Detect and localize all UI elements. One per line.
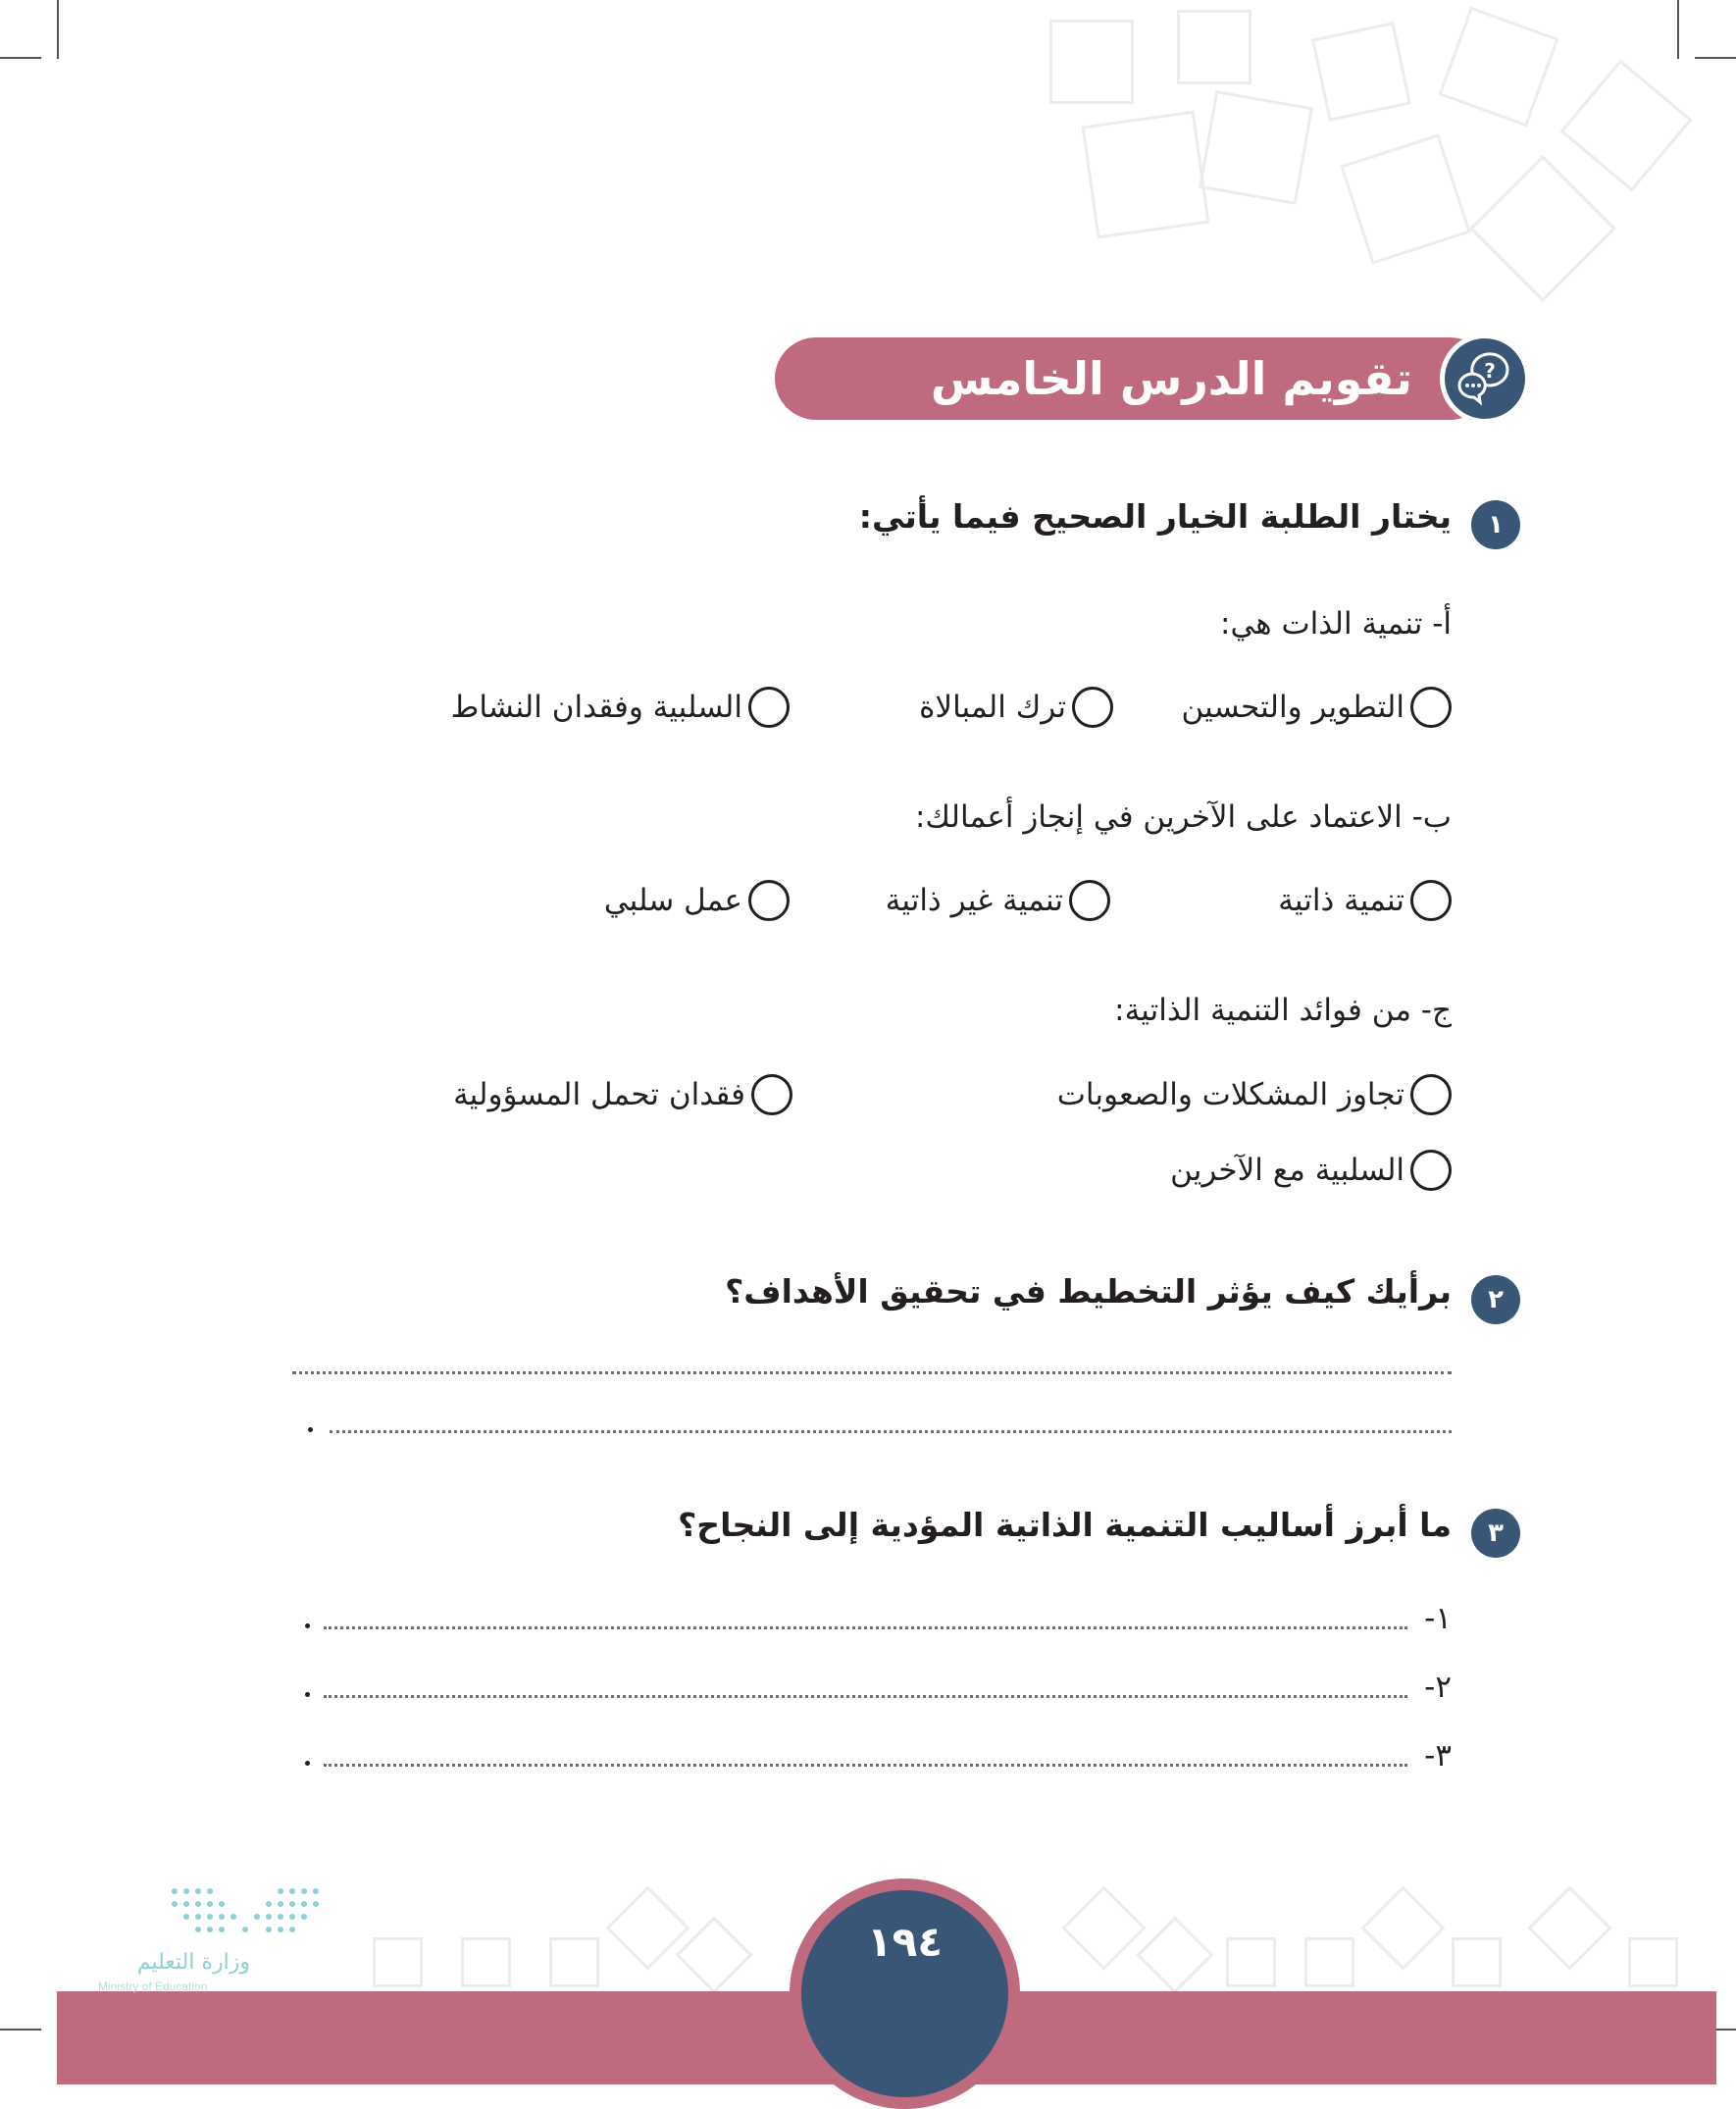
period-mark [305,1692,310,1697]
period-mark [308,1427,313,1432]
radio-button[interactable] [1410,1150,1452,1191]
option-c3[interactable] [1170,1150,1452,1191]
radio-button[interactable] [751,1074,792,1115]
option-label: ترك المبالاة [919,690,1066,725]
question-2-text: برأيك كيف يؤثر التخطيط في تحقيق الأهداف؟ [725,1272,1452,1311]
answer-line[interactable] [324,1626,1407,1629]
question-number-badge: ١ [1471,500,1520,549]
ministry-logo-text: وزارة التعليم [136,1950,250,1975]
option-c2[interactable] [453,1074,792,1115]
option-b3[interactable] [604,880,790,921]
answer-line[interactable] [324,1695,1407,1698]
radio-button[interactable] [748,880,790,921]
question-1-text: يختار الطلبة الخيار الصحيح فيما يأتي: [858,497,1452,536]
page-number: ١٩٤ [867,1918,943,1966]
radio-button[interactable] [1410,687,1452,728]
period-mark [305,1623,310,1628]
svg-text:?: ? [1484,359,1496,383]
option-b1[interactable] [1278,880,1452,921]
option-label: فقدان تحمل المسؤولية [453,1077,745,1112]
crop-mark [57,0,59,59]
radio-button[interactable] [1410,1074,1452,1115]
radio-button[interactable] [1410,880,1452,921]
page-title: تقويم الدرس الخامس والعشرين [930,352,1412,488]
answer-number: ٣- [1424,1738,1452,1774]
answer-line[interactable] [292,1371,1452,1374]
radio-button[interactable] [748,687,790,728]
ministry-logo-subtext: Ministry of Education [98,1980,208,1993]
answer-number: ٢- [1424,1670,1452,1705]
answer-line[interactable] [330,1430,1452,1433]
option-label: تنمية ذاتية [1278,883,1404,918]
radio-button[interactable] [1069,880,1110,921]
answer-line[interactable] [324,1764,1407,1767]
question-bubble-icon [1440,334,1530,424]
option-label: السلبية مع الآخرين [1170,1153,1404,1188]
question-number-badge: ٣ [1471,1509,1520,1558]
option-label: السلبية وفقدان النشاط [450,690,742,725]
crop-mark [0,57,41,59]
option-label: عمل سلبي [603,883,742,918]
option-a2[interactable] [919,687,1113,728]
option-c1[interactable] [1057,1074,1452,1115]
part-c-label: ج- من فوائد التنمية الذاتية: [1114,993,1452,1028]
option-label: تنمية غير ذاتية [885,883,1063,918]
option-a3[interactable] [451,687,790,728]
option-label: تجاوز المشكلات والصعوبات [1056,1077,1404,1112]
question-3-text: ما أبرز أساليب التنمية الذاتية المؤدية إلى النجاح؟ [678,1506,1452,1544]
option-label: التطوير والتحسين [1181,690,1404,725]
option-b2[interactable] [886,880,1110,921]
answer-number: ١- [1424,1601,1452,1636]
part-a-label: أ- تنمية الذات هي: [1220,606,1452,642]
radio-button[interactable] [1072,687,1113,728]
option-a1[interactable] [1182,687,1452,728]
question-number-badge: ٢ [1471,1275,1520,1324]
crop-mark [1677,0,1679,59]
part-b-label: ب- الاعتماد على الآخرين في إنجاز أعمالك: [914,799,1452,835]
crop-mark [1695,57,1736,59]
crop-mark [0,2029,41,2031]
period-mark [305,1761,310,1766]
